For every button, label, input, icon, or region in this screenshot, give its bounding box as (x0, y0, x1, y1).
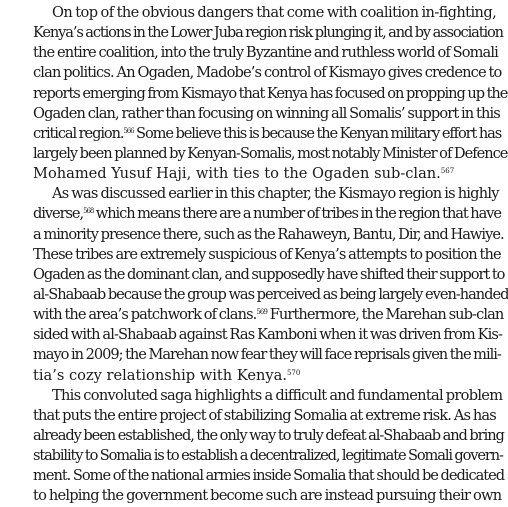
text-line: al-Shabaab because the group was perceived as being largely even-handed (33, 285, 508, 303)
text-line: As was discussed earlier in this chapter, the Kismayo region is highly (52, 185, 499, 203)
text-line: stability to Somalia is to establish a decentralized, legitimate Somali govern- (33, 447, 503, 465)
line-text: Mohamed Yusuf Haji, with ties to the Ogaden sub-clan. (33, 165, 441, 183)
text-line: This convoluted saga highlights a difficult and fundamental problem (52, 386, 503, 404)
line-text: diverse, (33, 205, 84, 223)
footnote-marker: 568 (83, 207, 94, 216)
text-line: Ogaden clan, rather than focusing on winning all Somalis’ support in this (33, 104, 500, 122)
footnote-marker: 569 (256, 308, 267, 317)
text-line (33, 164, 495, 184)
text-line: the entire coalition, into the truly Byzantine and ruthless world of Somali (33, 44, 498, 62)
text-line: mayo in 2009; the Marehan now fear they will face reprisals given the mili- (33, 346, 501, 364)
line-text: with the area’s patchwork of clans. (33, 306, 257, 324)
text-line: that puts the entire project of stabilizing Somalia at extreme risk. As has (33, 406, 496, 424)
line-text: tia’s cozy relationship with Kenya. (33, 366, 287, 384)
line-text: Furthermore, the Marehan sub-clan (266, 306, 504, 324)
text-line: largely been planned by Kenyan-Somalis, most notably Minister of Defence (33, 144, 508, 162)
text-line: On top of the obvious dangers that come with coalition in-fighting, (52, 4, 497, 21)
text-line: already been established, the only way to truly defeat al-Shabaab and bring (33, 426, 504, 444)
text-line (33, 305, 504, 325)
footnote-marker: 570 (286, 368, 301, 377)
paragraph-3 (33, 386, 505, 507)
text-line: clan politics. An Ogaden, Madobe’s control of Kismayo gives credence to (33, 64, 502, 82)
line-text: critical region. (33, 124, 124, 142)
text-line: ment. Some of the national armies inside Somalia that should be dedicated (33, 467, 505, 485)
text-line: a minority presence there, such as the Rahaweyn, Bantu, Dir, and Hawiye. (33, 225, 504, 243)
body-text (33, 3, 508, 507)
text-line: reports emerging from Kismayo that Kenya has focused on propping up the (33, 84, 508, 102)
text-line (33, 204, 501, 224)
text-line: These tribes are extremely suspicious of Kenya’s attempts to position the (33, 245, 501, 263)
text-line: sided with al-Shabaab against Ras Kamboni when it was driven from Kis- (33, 326, 503, 344)
text-line (33, 124, 502, 144)
footnote-marker: 567 (440, 167, 455, 176)
paragraph-2 (33, 184, 508, 385)
text-line: to helping the government become such are instead pursuing their own (33, 487, 502, 505)
line-text: Some believe this is because the Kenyan military effort has (133, 124, 502, 142)
paragraph-1 (33, 3, 508, 184)
footnote-marker: 566 (123, 126, 134, 135)
text-line: Ogaden as the dominant clan, and supposedly have shifted their support to (33, 265, 505, 283)
text-line (33, 366, 495, 386)
line-text: which means there are a number of tribes in the region that have (93, 205, 501, 223)
text-line: Kenya’s actions in the Lower Juba region risk plunging it, and by association (33, 24, 503, 42)
